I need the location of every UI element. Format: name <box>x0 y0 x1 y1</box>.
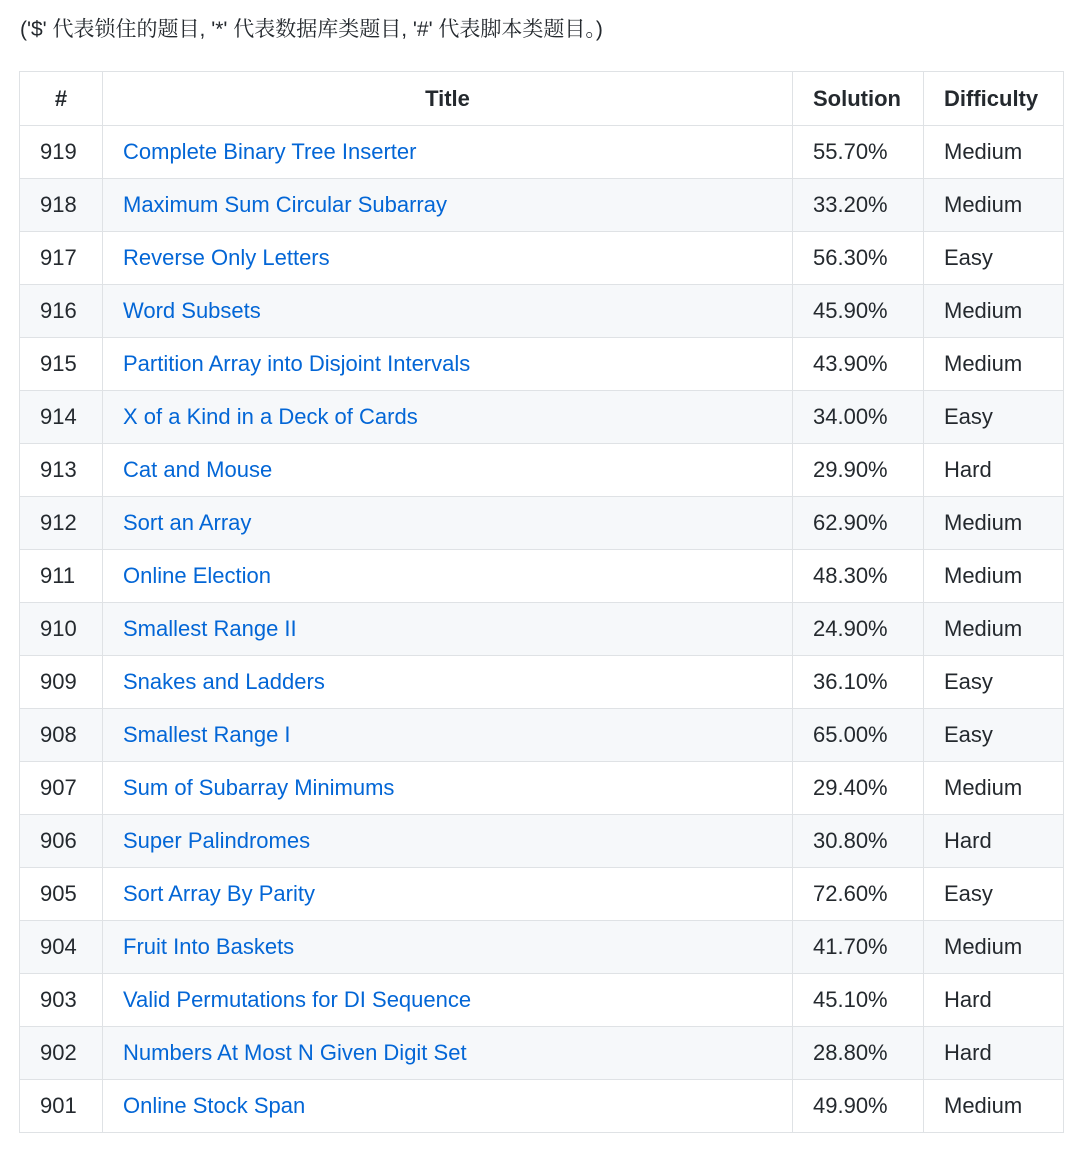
problem-title-link[interactable]: Fruit Into Baskets <box>123 934 295 959</box>
solution-rate: 62.90% <box>793 497 924 550</box>
problem-title-cell <box>103 444 793 497</box>
problem-title-link[interactable]: Valid Permutations for DI Sequence <box>123 987 472 1012</box>
problem-number: 902 <box>20 1027 103 1080</box>
problem-number: 916 <box>20 285 103 338</box>
problem-title-link[interactable]: Complete Binary Tree Inserter <box>123 139 417 164</box>
difficulty-label: Medium <box>924 179 1064 232</box>
problem-title-link[interactable]: Reverse Only Letters <box>123 245 330 270</box>
problem-title-link[interactable]: Snakes and Ladders <box>123 669 325 694</box>
problem-title-cell <box>103 497 793 550</box>
problem-title-cell <box>103 126 793 179</box>
problem-title-cell <box>103 709 793 762</box>
header-row <box>20 72 1064 126</box>
difficulty-label: Easy <box>924 868 1064 921</box>
solution-rate: 65.00% <box>793 709 924 762</box>
difficulty-label: Medium <box>924 338 1064 391</box>
table-row <box>20 762 1064 815</box>
table-body <box>20 126 1064 1133</box>
solution-rate: 56.30% <box>793 232 924 285</box>
problem-title-cell <box>103 762 793 815</box>
solution-rate: 43.90% <box>793 338 924 391</box>
difficulty-label: Medium <box>924 762 1064 815</box>
difficulty-label: Medium <box>924 1080 1064 1133</box>
table-row <box>20 868 1064 921</box>
solution-rate: 41.70% <box>793 921 924 974</box>
problem-title-cell <box>103 179 793 232</box>
table-row <box>20 974 1064 1027</box>
difficulty-label: Medium <box>924 126 1064 179</box>
problem-title-link[interactable]: Numbers At Most N Given Digit Set <box>123 1040 467 1065</box>
problem-title-cell <box>103 868 793 921</box>
problem-title-cell <box>103 656 793 709</box>
solution-rate: 45.10% <box>793 974 924 1027</box>
problem-number: 918 <box>20 179 103 232</box>
table-row <box>20 126 1064 179</box>
problem-title-link[interactable]: Partition Array into Disjoint Intervals <box>123 351 471 376</box>
problem-title-link[interactable]: Smallest Range I <box>123 722 291 747</box>
solution-rate: 28.80% <box>793 1027 924 1080</box>
column-header-number: # <box>20 72 103 126</box>
table-row <box>20 603 1064 656</box>
problem-title-link[interactable]: Smallest Range II <box>123 616 297 641</box>
problem-number: 913 <box>20 444 103 497</box>
solution-rate: 36.10% <box>793 656 924 709</box>
problem-number: 911 <box>20 550 103 603</box>
difficulty-label: Medium <box>924 603 1064 656</box>
problems-table <box>19 71 1064 1133</box>
problem-number: 906 <box>20 815 103 868</box>
table-row <box>20 709 1064 762</box>
table-row <box>20 1027 1064 1080</box>
problem-title-cell <box>103 974 793 1027</box>
table-row <box>20 550 1064 603</box>
difficulty-label: Medium <box>924 921 1064 974</box>
problem-title-cell <box>103 391 793 444</box>
problem-title-cell <box>103 603 793 656</box>
difficulty-label: Easy <box>924 391 1064 444</box>
problem-number: 904 <box>20 921 103 974</box>
solution-rate: 29.90% <box>793 444 924 497</box>
problem-title-cell <box>103 921 793 974</box>
problem-title-cell <box>103 1027 793 1080</box>
problem-number: 908 <box>20 709 103 762</box>
problem-title-cell <box>103 232 793 285</box>
difficulty-label: Easy <box>924 232 1064 285</box>
solution-rate: 24.90% <box>793 603 924 656</box>
difficulty-label: Medium <box>924 285 1064 338</box>
table-row <box>20 1080 1064 1133</box>
problem-number: 901 <box>20 1080 103 1133</box>
problem-title-link[interactable]: Sort Array By Parity <box>123 881 315 906</box>
problem-title-link[interactable]: Word Subsets <box>123 298 261 323</box>
difficulty-label: Hard <box>924 444 1064 497</box>
table-row <box>20 179 1064 232</box>
column-header-difficulty: Difficulty <box>924 72 1064 126</box>
difficulty-label: Hard <box>924 1027 1064 1080</box>
solution-rate: 48.30% <box>793 550 924 603</box>
table-row <box>20 815 1064 868</box>
problem-title-cell <box>103 815 793 868</box>
solution-rate: 29.40% <box>793 762 924 815</box>
legend-note: ('$' 代表锁住的题目, '*' 代表数据库类题目, '#' 代表脚本类题目。) <box>20 18 603 41</box>
problem-title-link[interactable]: X of a Kind in a Deck of Cards <box>123 404 418 429</box>
table-row <box>20 444 1064 497</box>
problem-number: 919 <box>20 126 103 179</box>
solution-rate: 49.90% <box>793 1080 924 1133</box>
difficulty-label: Hard <box>924 815 1064 868</box>
table-row <box>20 656 1064 709</box>
problem-title-cell <box>103 550 793 603</box>
table-row <box>20 921 1064 974</box>
problem-number: 915 <box>20 338 103 391</box>
table-row <box>20 338 1064 391</box>
table-row <box>20 497 1064 550</box>
column-header-solution: Solution <box>793 72 924 126</box>
problem-title-link[interactable]: Maximum Sum Circular Subarray <box>123 192 447 217</box>
problem-number: 905 <box>20 868 103 921</box>
column-header-title: Title <box>103 72 793 126</box>
problem-number: 907 <box>20 762 103 815</box>
difficulty-label: Medium <box>924 550 1064 603</box>
problem-title-link[interactable]: Online Stock Span <box>123 1093 306 1118</box>
solution-rate: 30.80% <box>793 815 924 868</box>
table-row <box>20 232 1064 285</box>
table-header <box>20 72 1064 126</box>
solution-rate: 33.20% <box>793 179 924 232</box>
problem-title-cell <box>103 338 793 391</box>
problem-number: 903 <box>20 974 103 1027</box>
problem-title-link[interactable]: Cat and Mouse <box>123 457 273 482</box>
table-row <box>20 391 1064 444</box>
solution-rate: 34.00% <box>793 391 924 444</box>
problem-title-cell <box>103 1080 793 1133</box>
difficulty-label: Medium <box>924 497 1064 550</box>
problem-number: 917 <box>20 232 103 285</box>
problem-number: 914 <box>20 391 103 444</box>
solution-rate: 55.70% <box>793 126 924 179</box>
table-row <box>20 285 1064 338</box>
difficulty-label: Hard <box>924 974 1064 1027</box>
problem-title-cell <box>103 285 793 338</box>
problem-title-link[interactable]: Super Palindromes <box>123 828 311 853</box>
solution-rate: 72.60% <box>793 868 924 921</box>
problem-title-link[interactable]: Sum of Subarray Minimums <box>123 775 395 800</box>
problem-number: 910 <box>20 603 103 656</box>
difficulty-label: Easy <box>924 709 1064 762</box>
difficulty-label: Easy <box>924 656 1064 709</box>
problem-title-link[interactable]: Online Election <box>123 563 271 588</box>
problem-number: 912 <box>20 497 103 550</box>
solution-rate: 45.90% <box>793 285 924 338</box>
problem-title-link[interactable]: Sort an Array <box>123 510 252 535</box>
problem-number: 909 <box>20 656 103 709</box>
